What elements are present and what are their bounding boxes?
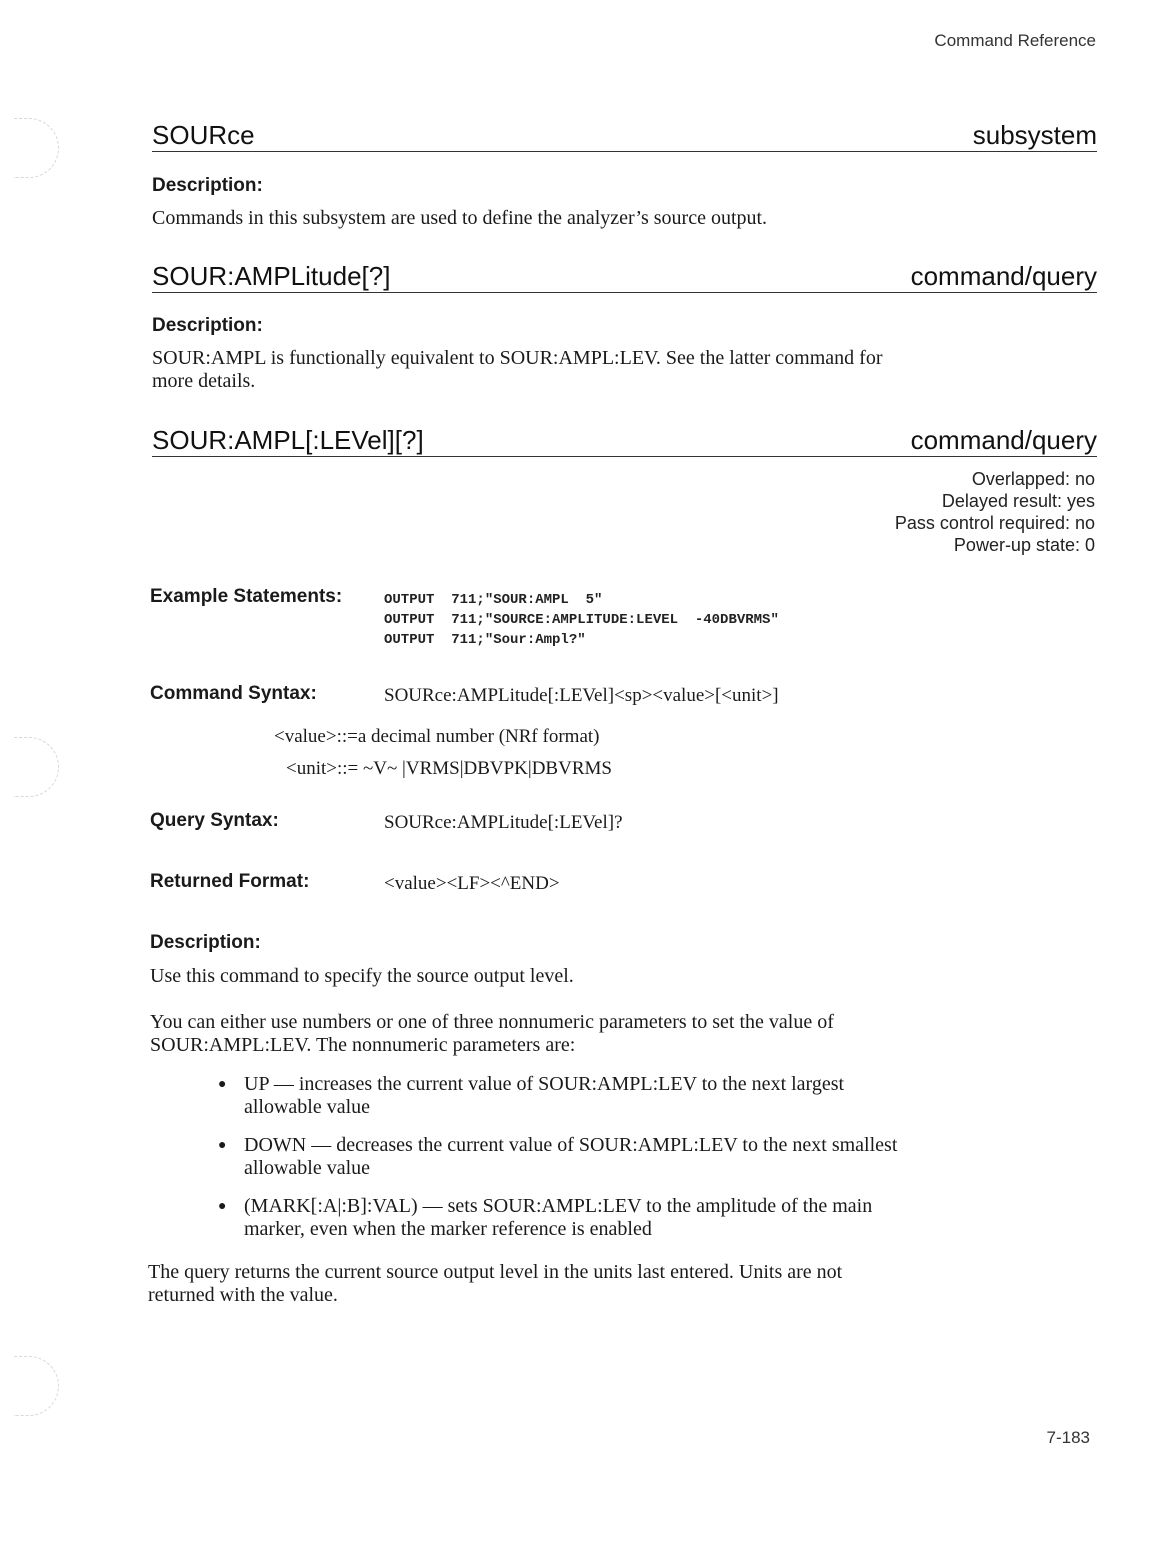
description-paragraph-line: SOUR:AMPL:LEV. The nonnumeric parameters are: [150, 1034, 576, 1056]
description-paragraph: Use this command to specify the source output level. [150, 965, 574, 987]
bullet-icon: ● [218, 1138, 227, 1153]
bullet-icon: ● [218, 1077, 227, 1092]
punch-hole-mark [14, 737, 59, 797]
command-properties [895, 468, 1095, 556]
punch-hole-mark [14, 118, 59, 178]
description-label: Description: [152, 315, 263, 336]
unit-definition: <unit>::= ~V~ |VRMS|DBVPK|DBVRMS [286, 758, 612, 779]
heading-amplitude-command [152, 261, 1097, 293]
returned-format-label: Returned Format: [150, 871, 310, 892]
property-pass-control: Pass control required: no [894, 513, 1095, 533]
heading-level-command [152, 425, 1097, 457]
description-label: Description: [150, 932, 261, 953]
list-item: ● UP — increases the current value of SOUR:AMPL:LEV to the next largest allowable value [218, 1073, 845, 1118]
example-statement: OUTPUT 711;"SOURCE:AMPLITUDE:LEVEL -40DBVRMS" [384, 612, 779, 628]
heading-source-subsystem [152, 120, 1097, 152]
command-syntax-label: Command Syntax: [150, 683, 317, 704]
heading-kind: subsystem [972, 120, 1097, 150]
heading-kind: command/query [910, 425, 1097, 455]
returned-format: <value><LF><^END> [384, 873, 560, 894]
command-syntax: SOURce:AMPLitude[:LEVel]<sp><value>[<unit>] [384, 685, 779, 706]
property-overlapped: Overlapped: no [971, 469, 1095, 489]
example-statement: OUTPUT 711;"SOUR:AMPL 5" [384, 592, 603, 608]
list-item: ● DOWN — decreases the current value of SOUR:AMPL:LEV to the next smallest allowable value [218, 1134, 898, 1179]
heading-kind: command/query [910, 261, 1097, 291]
example-statements-label: Example Statements: [150, 586, 343, 607]
description-label: Description: [152, 175, 263, 196]
page-number: 7-183 [1046, 1428, 1090, 1447]
heading-title: SOUR:AMPL[:LEVel][?] [152, 425, 424, 455]
value-definition: <value>::=a decimal number (NRf format) [274, 726, 600, 747]
property-delayed-result: Delayed result: yes [941, 491, 1095, 511]
description-text-line: SOUR:AMPL is functionally equivalent to SOUR:AMPL:LEV. See the latter command for [152, 347, 883, 369]
description-text: Commands in this subsystem are used to define the analyzer’s source output. [152, 207, 768, 229]
description-paragraph-line: You can either use numbers or one of three nonnumeric parameters to set the value of [150, 1011, 834, 1033]
query-syntax-label: Query Syntax: [150, 810, 279, 831]
query-syntax: SOURce:AMPLitude[:LEVel]? [384, 812, 623, 833]
heading-title: SOURce [152, 120, 255, 150]
running-head: Command Reference [934, 31, 1096, 50]
property-power-up-state: Power-up state: 0 [953, 535, 1095, 555]
heading-title: SOUR:AMPLitude[?] [152, 261, 391, 291]
bullet-icon: ● [218, 1199, 227, 1214]
description-paragraph-line: The query returns the current source output level in the units last entered. Units are not [148, 1261, 843, 1283]
punch-hole-mark [14, 1356, 59, 1416]
description-text-line: more details. [152, 370, 256, 392]
example-statement: OUTPUT 711;"Sour:Ampl?" [384, 632, 586, 648]
list-item: ● (MARK[:A|:B]:VAL) — sets SOUR:AMPL:LEV to the amplitude of the main marker, even when the marker reference is enabled [218, 1195, 873, 1240]
description-paragraph-line: returned with the value. [148, 1284, 338, 1306]
nonnumeric-parameter-list [218, 1073, 1068, 1256]
